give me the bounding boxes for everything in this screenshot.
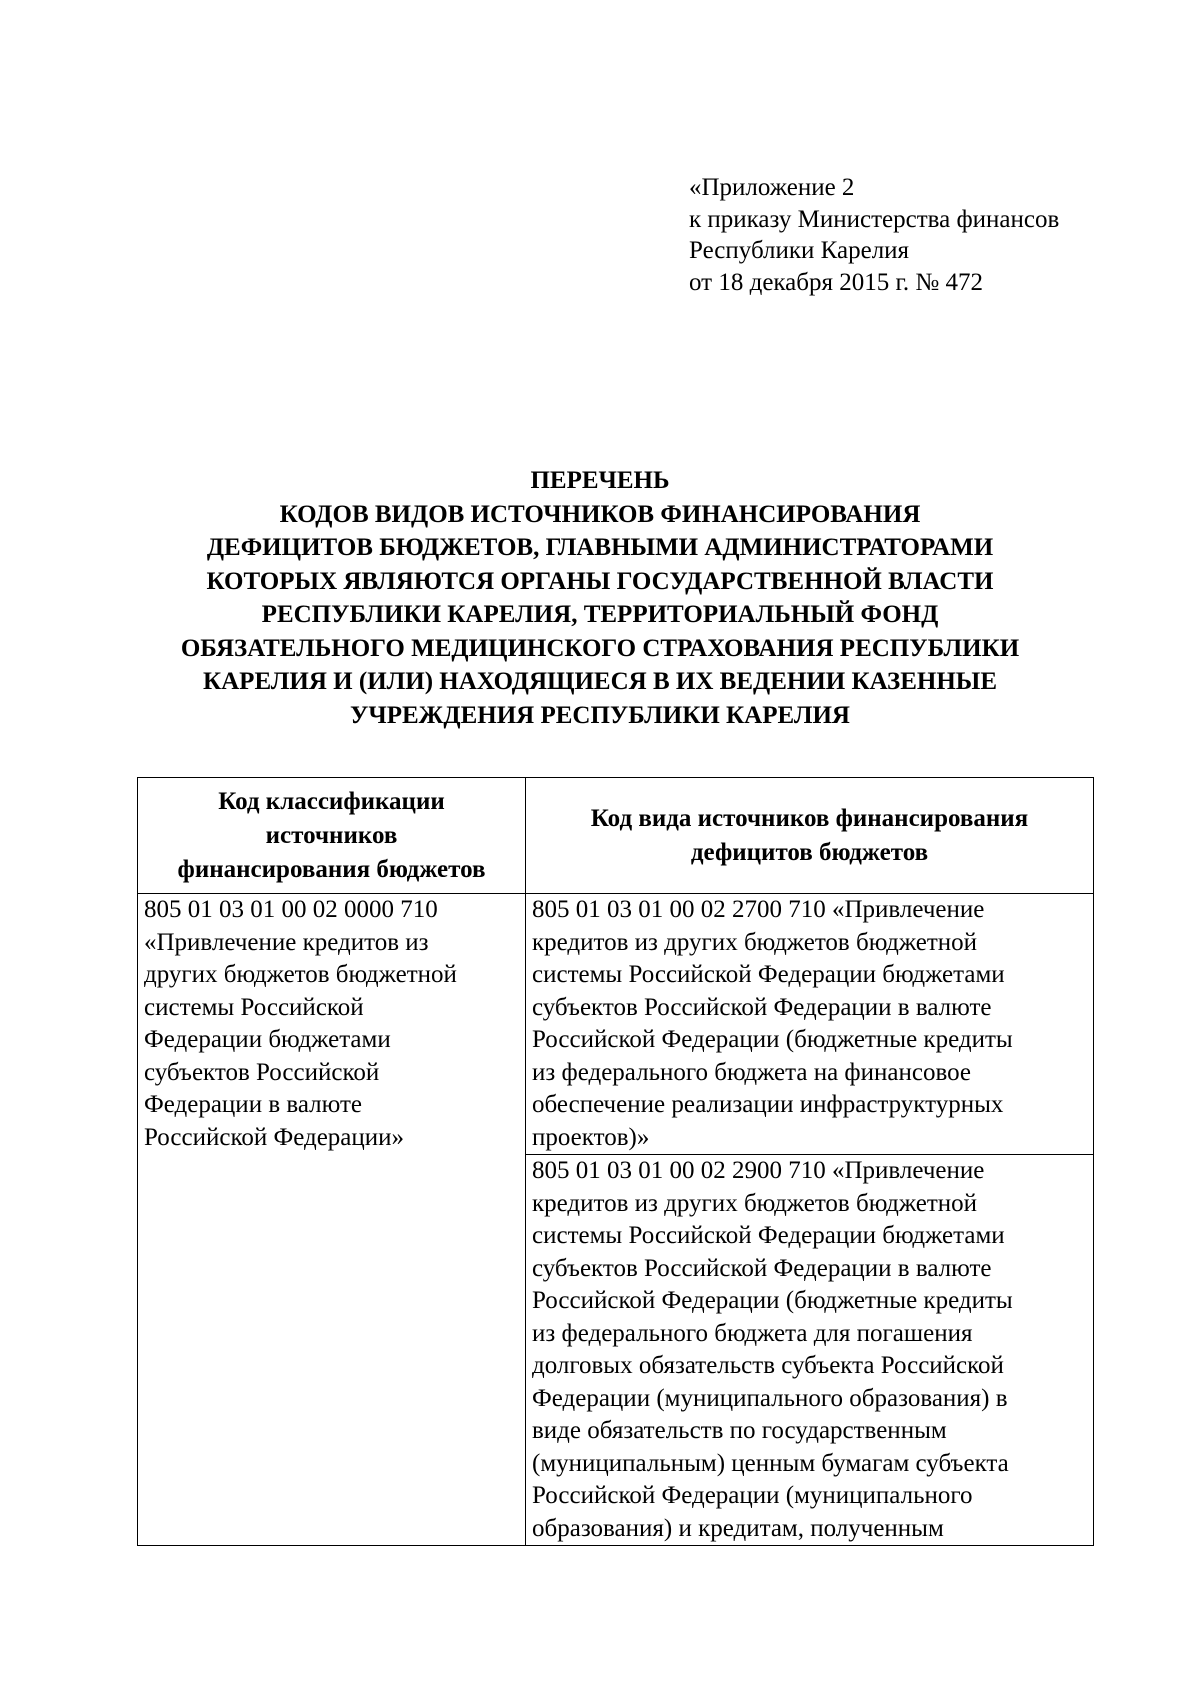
cell-line: из федерального бюджета на финансовое (532, 1058, 971, 1086)
cell-line: виде обязательств по государственным (532, 1417, 947, 1444)
cell-line: субъектов Российской (144, 1058, 380, 1086)
cell-line: Федерации (муниципального образования) в (532, 1384, 1008, 1412)
header-line: источников (265, 821, 398, 849)
classification-code-cell (138, 894, 526, 1546)
cell-line: субъектов Российской Федерации в валюте (532, 1254, 992, 1282)
cell-line: образования) и кредитам, полученным (532, 1514, 944, 1542)
appendix-line: «Приложение 2 (689, 174, 855, 201)
cell-line: Российской Федерации (бюджетные кредиты (532, 1287, 1013, 1314)
appendix-line: к приказу Министерства финансов (689, 205, 1060, 233)
cell-line: «Привлечение кредитов из (144, 928, 429, 956)
cell-line: из федерального бюджета для погашения (532, 1319, 973, 1347)
header-line: Код классификации (218, 787, 445, 815)
cell-line: долговых обязательств субъекта Российской (532, 1352, 1004, 1379)
title-line: ДЕФИЦИТОВ БЮДЖЕТОВ, ГЛАВНЫМИ АДМИНИСТРАТОРАМИ (206, 534, 994, 561)
appendix-line: Республики Карелия (689, 237, 910, 264)
cell-line: системы Российской Федерации бюджетами (532, 961, 1005, 988)
appendix-reference (689, 172, 1059, 298)
title-line: УЧРЕЖДЕНИЯ РЕСПУБЛИКИ КАРЕЛИЯ (350, 701, 850, 729)
cell-line: проектов)» (532, 1123, 650, 1151)
cell-line: Российской Федерации» (144, 1123, 405, 1151)
cell-line: системы Российской (144, 993, 364, 1021)
title-line: РЕСПУБЛИКИ КАРЕЛИЯ, ТЕРРИТОРИАЛЬНЫЙ ФОНД (261, 601, 939, 628)
cell-line: кредитов из других бюджетов бюджетной (532, 928, 978, 956)
cell-line: 805 01 03 01 00 02 0000 710 (144, 896, 438, 923)
cell-line: кредитов из других бюджетов бюджетной (532, 1189, 978, 1217)
header-source-type-code (526, 778, 1094, 894)
title-line: КОДОВ ВИДОВ ИСТОЧНИКОВ ФИНАНСИРОВАНИЯ (279, 500, 921, 528)
header-classification-code (138, 778, 526, 894)
header-line: дефицитов бюджетов (690, 838, 929, 866)
source-code-cell (526, 1155, 1094, 1546)
title-line: КАРЕЛИЯ И (ИЛИ) НАХОДЯЩИЕСЯ В ИХ ВЕДЕНИИ КАЗЕННЫЕ (203, 668, 997, 695)
header-line: Код вида источников финансирования (590, 804, 1029, 832)
cell-line: Федерации в валюте (144, 1091, 363, 1118)
cell-line: 805 01 03 01 00 02 2900 710 «Привлечение (532, 1157, 985, 1184)
title-line: ПЕРЕЧЕНЬ (530, 467, 670, 494)
cell-line: (муниципальным) ценным бумагам субъекта (532, 1449, 1009, 1477)
cell-line: субъектов Российской Федерации в валюте (532, 993, 992, 1021)
cell-line: Российской Федерации (муниципального (532, 1482, 973, 1509)
codes-table (137, 777, 1094, 1546)
table-row (138, 894, 1094, 1155)
source-code-cell (526, 894, 1094, 1155)
title-line: ОБЯЗАТЕЛЬНОГО МЕДИЦИНСКОГО СТРАХОВАНИЯ РЕСПУБЛИКИ (180, 634, 1020, 662)
cell-line: 805 01 03 01 00 02 2700 710 «Привлечение (532, 896, 985, 923)
cell-line: Федерации бюджетами (144, 1026, 391, 1053)
document-title (120, 464, 1080, 732)
appendix-line: от 18 декабря 2015 г. № 472 (689, 268, 984, 296)
cell-line: Российской Федерации (бюджетные кредиты (532, 1026, 1013, 1053)
table-header-row (138, 778, 1094, 894)
title-line: КОТОРЫХ ЯВЛЯЮТСЯ ОРГАНЫ ГОСУДАРСТВЕННОЙ ВЛАСТИ (206, 567, 994, 595)
cell-line: системы Российской Федерации бюджетами (532, 1222, 1005, 1249)
cell-line: обеспечение реализации инфраструктурных (532, 1091, 1004, 1118)
cell-line: других бюджетов бюджетной (144, 961, 457, 988)
header-line: финансирования бюджетов (177, 855, 486, 883)
